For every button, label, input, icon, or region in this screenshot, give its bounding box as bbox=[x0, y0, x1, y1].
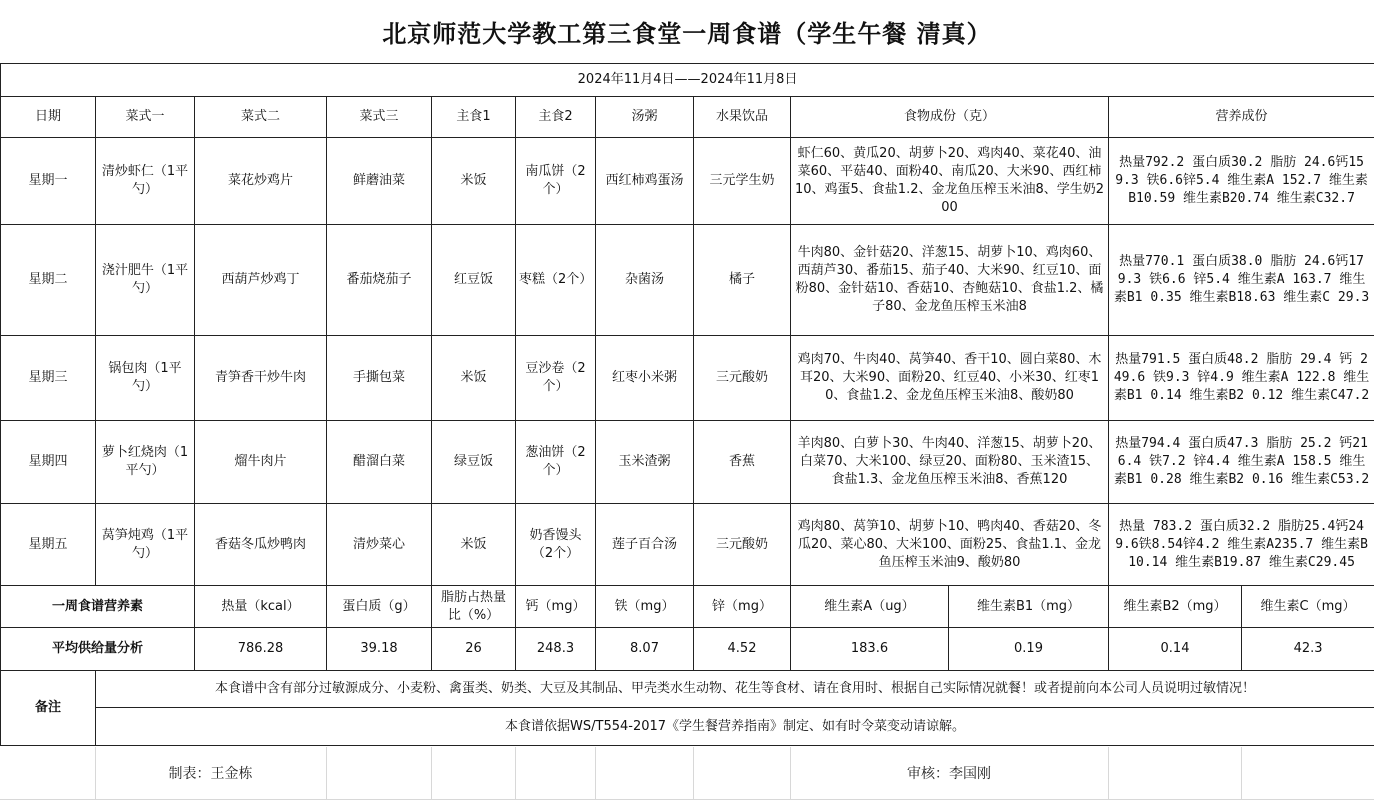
staple1: 绿豆饭 bbox=[432, 421, 516, 504]
staple2: 豆沙卷（2个） bbox=[516, 336, 596, 421]
dish1: 清炒虾仁（1平勺） bbox=[96, 138, 195, 225]
soup: 西红柿鸡蛋汤 bbox=[596, 138, 694, 225]
footer-cell bbox=[693, 747, 790, 800]
dish2: 西葫芦炒鸡丁 bbox=[195, 225, 327, 336]
weekly-header: 脂肪占热量比（%） bbox=[432, 586, 516, 628]
ingredients: 鸡肉70、牛肉40、莴笋40、香干10、圆白菜80、木耳20、大米90、面粉20、红豆40、小米30、红枣10、食盐1.2、金龙鱼压榨玉米油8、酸奶80 bbox=[791, 336, 1109, 421]
day-row-wed bbox=[1, 336, 1374, 421]
dish1: 锅包肉（1平勺） bbox=[96, 336, 195, 421]
dish2: 香菇冬瓜炒鸭肉 bbox=[195, 504, 327, 586]
dish3: 醋溜白菜 bbox=[327, 421, 432, 504]
weekly-label: 一周食谱营养素 bbox=[1, 586, 195, 628]
dish2: 菜花炒鸡片 bbox=[195, 138, 327, 225]
dish3: 番茄烧茄子 bbox=[327, 225, 432, 336]
staple1: 米饭 bbox=[432, 138, 516, 225]
footer-cell bbox=[326, 747, 431, 800]
staple2: 南瓜饼（2个） bbox=[516, 138, 596, 225]
notes-line-1: 本食谱中含有部分过敏源成分、小麦粉、禽蛋类、奶类、大豆及其制品、甲壳类水生动物、花生等食材、请在食用时、根据自己实际情况就餐！或者提前向本公司人员说明过敏情况！ bbox=[96, 671, 1374, 708]
ingredients: 羊肉80、白萝卜30、牛肉40、洋葱15、胡萝卜20、白菜70、大米100、绿豆20、面粉80、玉米渣15、食盐1.3、金龙鱼压榨玉米油8、香蕉120 bbox=[791, 421, 1109, 504]
day-label: 星期一 bbox=[1, 138, 96, 225]
staple2: 奶香馒头（2个） bbox=[516, 504, 596, 586]
date-range: 2024年11月4日——2024年11月8日 bbox=[1, 64, 1374, 97]
weekly-header: 维生素A（ug） bbox=[791, 586, 949, 628]
dish2: 青笋香干炒牛肉 bbox=[195, 336, 327, 421]
dish3: 清炒菜心 bbox=[327, 504, 432, 586]
footer-cell bbox=[595, 747, 693, 800]
header-staple2: 主食2 bbox=[516, 97, 596, 138]
average-value: 39.18 bbox=[327, 628, 432, 671]
day-label: 星期三 bbox=[1, 336, 96, 421]
nutrition: 热量770.1 蛋白质38.0 脂肪 24.6钙179.3 铁6.6 锌5.4 维生素A 163.7 维生素B1 0.35 维生素B18.63 维生素C 29.3 bbox=[1109, 225, 1374, 336]
footer-cell bbox=[1241, 747, 1374, 800]
staple1: 米饭 bbox=[432, 336, 516, 421]
staple2: 枣糕（2个） bbox=[516, 225, 596, 336]
nutrition: 热量791.5 蛋白质48.2 脂肪 29.4 钙 249.6 铁9.3 锌4.9 维生素A 122.8 维生素B1 0.14 维生素B2 0.12 维生素C47.2 bbox=[1109, 336, 1374, 421]
notes-row-2 bbox=[1, 708, 1374, 746]
header-ingredients: 食物成份（克） bbox=[791, 97, 1109, 138]
dish3: 鲜蘑油菜 bbox=[327, 138, 432, 225]
fruit: 三元酸奶 bbox=[694, 504, 791, 586]
header-dish2: 菜式二 bbox=[195, 97, 327, 138]
average-value: 4.52 bbox=[694, 628, 791, 671]
footer-cell bbox=[1108, 747, 1241, 800]
fruit: 橘子 bbox=[694, 225, 791, 336]
header-date: 日期 bbox=[1, 97, 96, 138]
day-row-tue bbox=[1, 225, 1374, 336]
weekly-header: 钙（mg） bbox=[516, 586, 596, 628]
day-row-fri bbox=[1, 504, 1374, 586]
soup: 莲子百合汤 bbox=[596, 504, 694, 586]
dish1: 莴笋炖鸡（1平勺） bbox=[96, 504, 195, 586]
average-value: 183.6 bbox=[791, 628, 949, 671]
day-row-mon bbox=[1, 138, 1374, 225]
footer-grid bbox=[0, 747, 1374, 800]
ingredients: 牛肉80、金针菇20、洋葱15、胡萝卜10、鸡肉60、西葫芦30、番茄15、茄子40、大米90、红豆10、面粉80、金针菇10、香菇10、杏鲍菇10、食盐1.2、橘子80、金龙鱼压榨玉米油8 bbox=[791, 225, 1109, 336]
day-label: 星期二 bbox=[1, 225, 96, 336]
day-row-thu bbox=[1, 421, 1374, 504]
dish3: 手撕包菜 bbox=[327, 336, 432, 421]
dish1: 萝卜红烧肉（1平勺） bbox=[96, 421, 195, 504]
reviewer-label: 审核：李国刚 bbox=[790, 747, 1108, 800]
header-dish1: 菜式一 bbox=[96, 97, 195, 138]
average-value: 248.3 bbox=[516, 628, 596, 671]
notes-label: 备注 bbox=[1, 671, 96, 746]
date-range-row bbox=[1, 64, 1374, 97]
day-label: 星期四 bbox=[1, 421, 96, 504]
header-staple1: 主食1 bbox=[432, 97, 516, 138]
weekly-header: 热量（kcal） bbox=[195, 586, 327, 628]
staple1: 米饭 bbox=[432, 504, 516, 586]
average-value: 26 bbox=[432, 628, 516, 671]
average-row bbox=[1, 628, 1374, 671]
average-value: 8.07 bbox=[596, 628, 694, 671]
nutrition: 热量792.2 蛋白质30.2 脂肪 24.6钙159.3 铁6.6锌5.4 维生素A 152.7 维生素B10.59 维生素B20.74 维生素C32.7 bbox=[1109, 138, 1374, 225]
weekly-nutrient-row bbox=[1, 586, 1374, 628]
footer-cell bbox=[431, 747, 515, 800]
day-label: 星期五 bbox=[1, 504, 96, 586]
weekly-header: 铁（mg） bbox=[596, 586, 694, 628]
menu-table bbox=[0, 63, 1374, 746]
header-fruit: 水果饮品 bbox=[694, 97, 791, 138]
weekly-header: 蛋白质（g） bbox=[327, 586, 432, 628]
header-soup: 汤粥 bbox=[596, 97, 694, 138]
average-value: 786.28 bbox=[195, 628, 327, 671]
dish2: 熘牛肉片 bbox=[195, 421, 327, 504]
maker-label: 制表：王金栋 bbox=[95, 747, 326, 800]
header-dish3: 菜式三 bbox=[327, 97, 432, 138]
footer-cell bbox=[0, 747, 95, 800]
average-value: 42.3 bbox=[1242, 628, 1374, 671]
soup: 杂菌汤 bbox=[596, 225, 694, 336]
staple2: 葱油饼（2个） bbox=[516, 421, 596, 504]
weekly-header: 维生素B2（mg） bbox=[1109, 586, 1242, 628]
fruit: 香蕉 bbox=[694, 421, 791, 504]
soup: 红枣小米粥 bbox=[596, 336, 694, 421]
average-value: 0.19 bbox=[949, 628, 1109, 671]
average-label: 平均供给量分析 bbox=[1, 628, 195, 671]
fruit: 三元学生奶 bbox=[694, 138, 791, 225]
ingredients: 虾仁60、黄瓜20、胡萝卜20、鸡肉40、菜花40、油菜60、平菇40、面粉40、南瓜20、大米90、西红柿10、鸡蛋5、食盐1.2、金龙鱼压榨玉米油8、学生奶200 bbox=[791, 138, 1109, 225]
dish1: 浇汁肥牛（1平勺） bbox=[96, 225, 195, 336]
weekly-header: 维生素C（mg） bbox=[1242, 586, 1374, 628]
header-row bbox=[1, 97, 1374, 138]
nutrition: 热量 783.2 蛋白质32.2 脂肪25.4钙249.6铁8.54锌4.2 维生素A235.7 维生素B10.14 维生素B19.87 维生素C29.45 bbox=[1109, 504, 1374, 586]
staple1: 红豆饭 bbox=[432, 225, 516, 336]
header-nutrition: 营养成份 bbox=[1109, 97, 1374, 138]
page-title: 北京师范大学教工第三食堂一周食谱（学生午餐 清真） bbox=[382, 20, 992, 48]
notes-line-2: 本食谱依据WS/T554-2017《学生餐营养指南》制定、如有时令菜变动请谅解。 bbox=[96, 708, 1374, 746]
footer-cell bbox=[515, 747, 595, 800]
average-value: 0.14 bbox=[1109, 628, 1242, 671]
weekly-header: 维生素B1（mg） bbox=[949, 586, 1109, 628]
notes-row-1 bbox=[1, 671, 1374, 708]
soup: 玉米渣粥 bbox=[596, 421, 694, 504]
nutrition: 热量794.4 蛋白质47.3 脂肪 25.2 钙216.4 铁7.2 锌4.4 维生素A 158.5 维生素B1 0.28 维生素B2 0.16 维生素C53.2 bbox=[1109, 421, 1374, 504]
fruit: 三元酸奶 bbox=[694, 336, 791, 421]
weekly-header: 锌（mg） bbox=[694, 586, 791, 628]
ingredients: 鸡肉80、莴笋10、胡萝卜10、鸭肉40、香菇20、冬瓜20、菜心80、大米100、面粉25、食盐1.1、金龙鱼压榨玉米油9、酸奶80 bbox=[791, 504, 1109, 586]
